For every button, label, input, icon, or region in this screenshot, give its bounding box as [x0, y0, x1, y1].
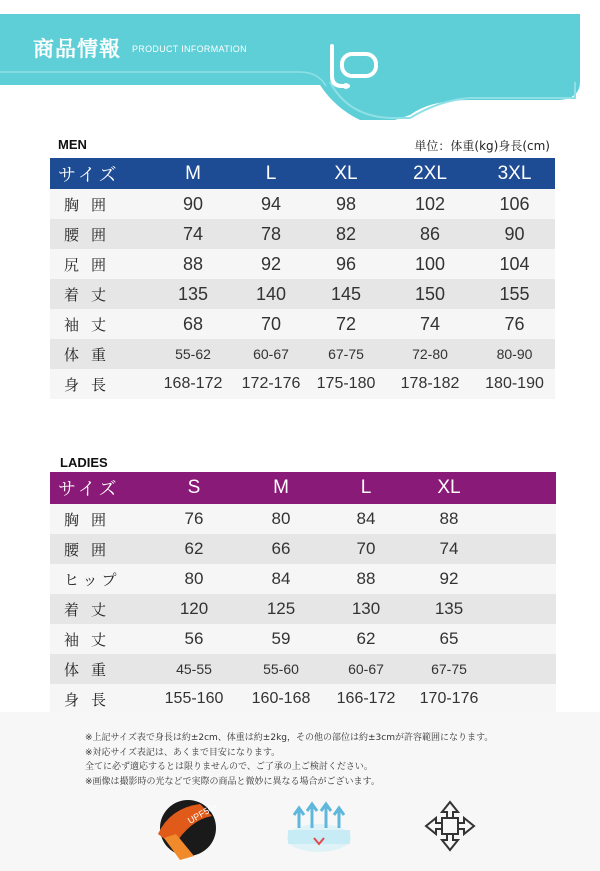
note-line: ※対応サイズ表記は、あくまで目安になります。	[85, 748, 281, 758]
table-cell: 170-176	[408, 684, 490, 714]
row-label: 体重	[50, 339, 150, 369]
note-line: ※画像は撮影時の光などで実際の商品と微妙に異なる場合がございます。	[85, 777, 380, 787]
table-cell: 67-75	[306, 339, 386, 369]
row-label: 身長	[50, 684, 150, 714]
table-cell: 55-60	[238, 654, 324, 684]
table-cell: 68	[150, 309, 236, 339]
upf50-sun-protection-icon	[150, 794, 222, 866]
table-row	[50, 339, 555, 369]
ladies-col-l: L	[324, 472, 408, 504]
table-cell: 120	[150, 594, 238, 624]
men-header-row	[50, 158, 555, 189]
table-cell: 172-176	[236, 369, 306, 399]
table-cell: 62	[150, 534, 238, 564]
notes-panel	[0, 712, 600, 871]
table-cell: 100	[386, 249, 474, 279]
table-cell: 80-90	[474, 339, 555, 369]
table-cell: 65	[408, 624, 490, 654]
table-cell-empty	[490, 654, 556, 684]
table-cell: 55-62	[150, 339, 236, 369]
ladies-col-xl: XL	[408, 472, 490, 504]
table-row	[50, 279, 555, 309]
table-cell: 90	[474, 219, 555, 249]
row-label: 着丈	[50, 279, 150, 309]
table-cell: 88	[324, 564, 408, 594]
table-cell: 80	[238, 504, 324, 534]
table-cell: 155-160	[150, 684, 238, 714]
table-cell: 135	[150, 279, 236, 309]
note-line: ※上記サイズ表で身長は約±2cm、体重は約±2kg，その他の部位は約±3cmが許容範囲になります。	[85, 733, 494, 743]
ladies-col-s: S	[150, 472, 238, 504]
men-col-xl: XL	[306, 158, 386, 189]
ladies-header-row	[50, 472, 556, 504]
ladies-section-label: LADIES	[60, 455, 108, 470]
table-cell: 80	[150, 564, 238, 594]
row-label: ヒップ	[50, 564, 150, 594]
table-row	[50, 249, 555, 279]
row-label: 体重	[50, 654, 150, 684]
men-col-l: L	[236, 158, 306, 189]
table-cell: 82	[306, 219, 386, 249]
table-row	[50, 504, 556, 534]
ladies-col-size: サイズ	[50, 472, 150, 504]
table-cell: 72	[306, 309, 386, 339]
row-label: 袖丈	[50, 309, 150, 339]
table-row	[50, 369, 555, 399]
table-cell: 166-172	[324, 684, 408, 714]
row-label: 胸囲	[50, 189, 150, 219]
table-cell: 102	[386, 189, 474, 219]
table-cell: 178-182	[386, 369, 474, 399]
table-row	[50, 594, 556, 624]
table-cell: 88	[408, 504, 490, 534]
table-cell: 130	[324, 594, 408, 624]
table-cell: 155	[474, 279, 555, 309]
table-cell-empty	[490, 684, 556, 714]
table-cell: 88	[150, 249, 236, 279]
table-cell: 72-80	[386, 339, 474, 369]
row-label: 腰囲	[50, 219, 150, 249]
table-cell-empty	[490, 624, 556, 654]
table-cell: 86	[386, 219, 474, 249]
four-way-stretch-icon	[422, 798, 478, 854]
table-cell: 94	[236, 189, 306, 219]
snorkel-mask-icon	[326, 40, 382, 92]
table-cell: 56	[150, 624, 238, 654]
table-cell: 60-67	[236, 339, 306, 369]
table-cell: 96	[306, 249, 386, 279]
table-cell: 74	[386, 309, 474, 339]
table-cell: 106	[474, 189, 555, 219]
table-cell: 62	[324, 624, 408, 654]
ladies-col-empty	[490, 472, 556, 504]
table-row	[50, 219, 555, 249]
table-cell: 67-75	[408, 654, 490, 684]
row-label: 胸囲	[50, 504, 150, 534]
men-col-size: サイズ	[50, 158, 150, 189]
table-cell: 145	[306, 279, 386, 309]
table-row	[50, 624, 556, 654]
row-label: 腰囲	[50, 534, 150, 564]
ladies-col-m: M	[238, 472, 324, 504]
table-cell-empty	[490, 594, 556, 624]
men-col-3xl: 3XL	[474, 158, 555, 189]
men-col-2xl: 2XL	[386, 158, 474, 189]
table-cell: 125	[238, 594, 324, 624]
table-cell: 84	[238, 564, 324, 594]
men-section-label: MEN	[58, 137, 87, 152]
table-row	[50, 654, 556, 684]
table-cell: 78	[236, 219, 306, 249]
row-label: 身長	[50, 369, 150, 399]
table-cell: 74	[150, 219, 236, 249]
row-label: 袖丈	[50, 624, 150, 654]
table-row	[50, 534, 556, 564]
table-row	[50, 189, 555, 219]
table-cell: 92	[408, 564, 490, 594]
table-cell: 92	[236, 249, 306, 279]
upf-badge-text: UPF50+	[186, 800, 220, 826]
table-cell: 70	[236, 309, 306, 339]
table-cell: 76	[474, 309, 555, 339]
men-size-table	[50, 158, 555, 399]
table-cell-empty	[490, 504, 556, 534]
table-cell: 168-172	[150, 369, 236, 399]
men-col-m: M	[150, 158, 236, 189]
table-cell: 175-180	[306, 369, 386, 399]
page-title: 商品情報	[33, 37, 121, 61]
table-cell: 66	[238, 534, 324, 564]
breathable-fabric-icon	[284, 798, 354, 860]
table-cell: 98	[306, 189, 386, 219]
note-line: 全てに必ず適応するとは限りませんので、ご了承の上ご検討ください。	[85, 762, 373, 772]
table-cell: 59	[238, 624, 324, 654]
table-cell: 135	[408, 594, 490, 624]
table-cell: 74	[408, 534, 490, 564]
table-cell: 90	[150, 189, 236, 219]
table-cell: 84	[324, 504, 408, 534]
table-row	[50, 309, 555, 339]
row-label: 着丈	[50, 594, 150, 624]
table-cell: 150	[386, 279, 474, 309]
table-cell: 70	[324, 534, 408, 564]
unit-note: 単位：体重(kg)身長(cm)	[414, 139, 550, 153]
ladies-size-table	[50, 472, 556, 714]
table-cell: 76	[150, 504, 238, 534]
table-row	[50, 684, 556, 714]
table-cell: 160-168	[238, 684, 324, 714]
table-cell-empty	[490, 534, 556, 564]
row-label: 尻囲	[50, 249, 150, 279]
page-subtitle: PRODUCT INFORMATION	[132, 44, 247, 54]
table-cell: 60-67	[324, 654, 408, 684]
table-cell: 45-55	[150, 654, 238, 684]
table-cell: 104	[474, 249, 555, 279]
table-row	[50, 564, 556, 594]
table-cell-empty	[490, 564, 556, 594]
table-cell: 180-190	[474, 369, 555, 399]
table-cell: 140	[236, 279, 306, 309]
